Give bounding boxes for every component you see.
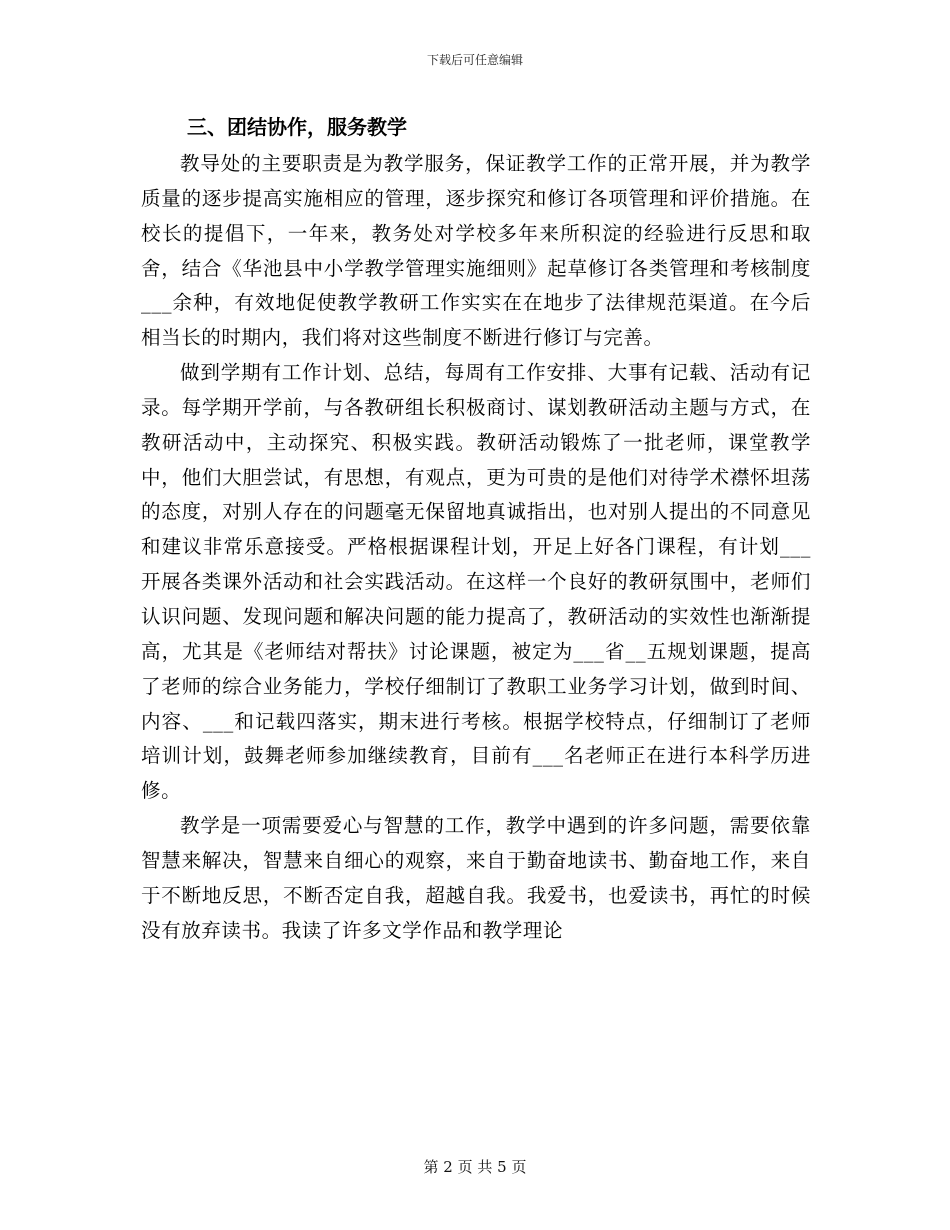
paragraph-love-and-wisdom: 教学是一项需要爱心与智慧的工作，教学中遇到的许多问题，需要依靠智慧来解决，智慧来自细心的观察，来自于勤奋地读书、勤奋地工作，来自于不断地反思，不断否定自我，超越自我。我爱书，也爱读书，再忙的时候没有放弃读书。我读了许多文学作品和教学理论: [141, 814, 811, 942]
page-header: [0, 53, 950, 67]
paragraph-teaching-office-duties: 教导处的主要职责是为教学服务，保证教学工作的正常开展，并为教学质量的逐步提高实施相应的管理，逐步探究和修订各项管理和评价措施。在校长的提倡下，一年来，教务处对学校多年来所积淀的经验进行反思和取舍，结合《华池县中小学教学管理实施细则》起草修订各类管理和考核制度___余种，有效地促使教学教研工作实实在在地步了法律规范渠道。在今后相当长的时期内，我们将对这些制度不断进行修订与完善。: [141, 152, 811, 350]
document-body: [141, 147, 811, 948]
section-heading: 三、团结协作，服务教学: [187, 115, 407, 139]
page-number-label: 第 2 页 共 5 页: [423, 1158, 527, 1176]
page-footer: [0, 1158, 950, 1176]
paragraph-teaching-research: 做到学期有工作计划、总结，每周有工作安排、大事有记载、活动有记录。每学期开学前，与各教研组长积极商讨、谋划教研活动主题与方式，在教研活动中，主动探究、积极实践。教研活动锻炼了一批老师，课堂教学中，他们大胆尝试，有思想，有观点，更为可贵的是他们对待学术襟怀坦荡的态度，对别人存在的问题毫无保留地真诚指出，也对别人提出的不同意见和建议非常乐意接受。严格根据课程计划，开足上好各门课程，有计划___开展各类课外活动和社会实践活动。在这样一个良好的教研氛围中，老师们认识问题、发现问题和解决问题的能力提高了，教研活动的实效性也渐渐提高，尤其是《老师结对帮扶》讨论课题，被定为___省__五规划课题，提高了老师的综合业务能力，学校仔细制订了教职工业务学习计划，做到时间、内容、___和记载四落实，期末进行考核。根据学校特点，仔细制订了老师培训计划，鼓舞老师参加继续教育，目前有___名老师正在进行本科学历进修。: [141, 361, 811, 803]
header-note: 下载后可任意编辑: [426, 53, 523, 67]
